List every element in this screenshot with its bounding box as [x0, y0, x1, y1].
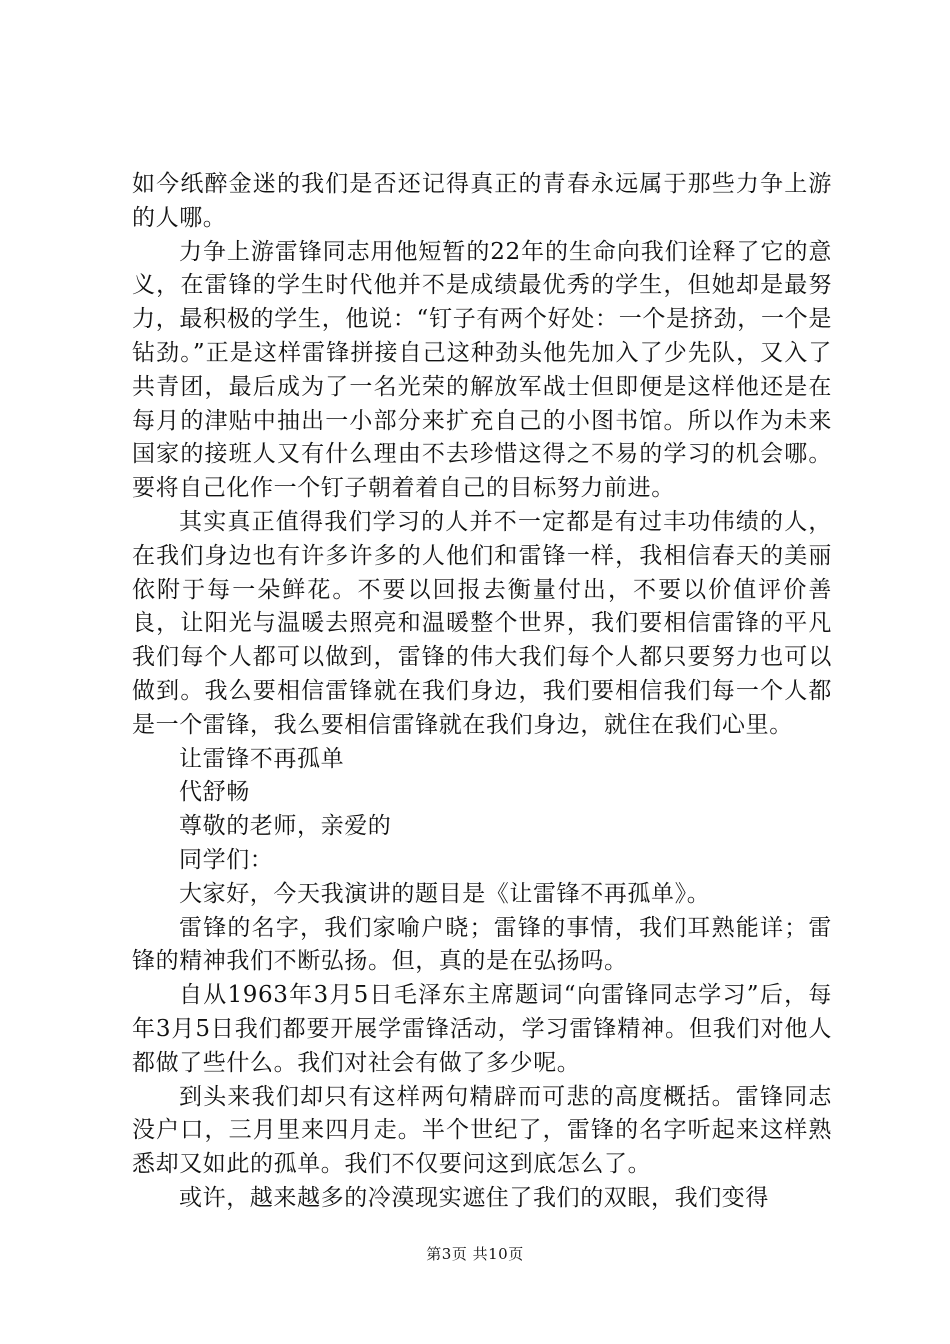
document-body — [132, 168, 832, 1216]
paragraph: 自从1963年3月5日毛泽东主席题词“向雷锋同志学习”后，每年3月5日我们都要开展学雷锋活动，学习雷锋精神。但我们对他人都做了些什么。我们对社会有做了多少呢。 — [132, 982, 832, 1076]
paragraph: 力争上游雷锋同志用他短暂的22年的生命向我们诠释了它的意义，在雷锋的学生时代他并不是成绩最优秀的学生，但她却是最努力，最积极的学生，他说：“钉子有两个好处：一个是挤劲，一个是钻劲。”正是这样雷锋拼接自己这种劲头他先加入了少先队，又入了共青团，最后成为了一名光荣的解放军战士但即便是这样他还是在每月的津贴中抽出一小部分来扩充自己的小图书馆。所以作为未来国家的接班人又有什么理由不去珍惜这得之不易的学习的机会哪。要将自己化作一个钉子朝着着自己的目标努力前进。 — [132, 238, 832, 502]
speech-author: 代舒畅 — [179, 779, 250, 806]
paragraph: 其实真正值得我们学习的人并不一定都是有过丰功伟绩的人，在我们身边也有许多许多的人他们和雷锋一样，我相信春天的美丽依附于每一朵鲜花。不要以回报去衡量付出，不要以价值评价善良，让阳光与温暖去照亮和温暖整个世界，我们要相信雷锋的平凡我们每个人都可以做到，雷锋的伟大我们每个人都只要努力也可以做到。我么要相信雷锋就在我们身边，我们要相信我们每一个人都是一个雷锋，我么要相信雷锋就在我们身边，就住在我们心里。 — [132, 508, 832, 738]
salutation-line: 尊敬的老师，亲爱的 — [179, 813, 392, 840]
salutation-line: 同学们： — [179, 846, 274, 873]
paragraph: 或许，越来越多的冷漠现实遮住了我们的双眼，我们变得 — [179, 1184, 769, 1211]
paragraph-continuation: 如今纸醉金迷的我们是否还记得真正的青春永远属于那些力争上游的人哪。 — [132, 171, 832, 231]
paragraph: 大家好，今天我演讲的题目是《让雷锋不再孤单》。 — [179, 880, 711, 907]
paragraph: 到头来我们却只有这样两句精辟而可悲的高度概括。雷锋同志没户口，三月里来四月走。半个世纪了，雷锋的名字听起来这样熟悉却又如此的孤单。我们不仅要问这到底怎么了。 — [132, 1083, 832, 1178]
speech-title: 让雷锋不再孤单 — [179, 745, 345, 772]
page-footer: 第3页 共10页 — [426, 1245, 524, 1263]
paragraph: 雷锋的名字，我们家喻户晓；雷锋的事情，我们耳熟能详；雷锋的精神我们不断弘扬。但，真的是在弘扬吗。 — [132, 914, 832, 975]
